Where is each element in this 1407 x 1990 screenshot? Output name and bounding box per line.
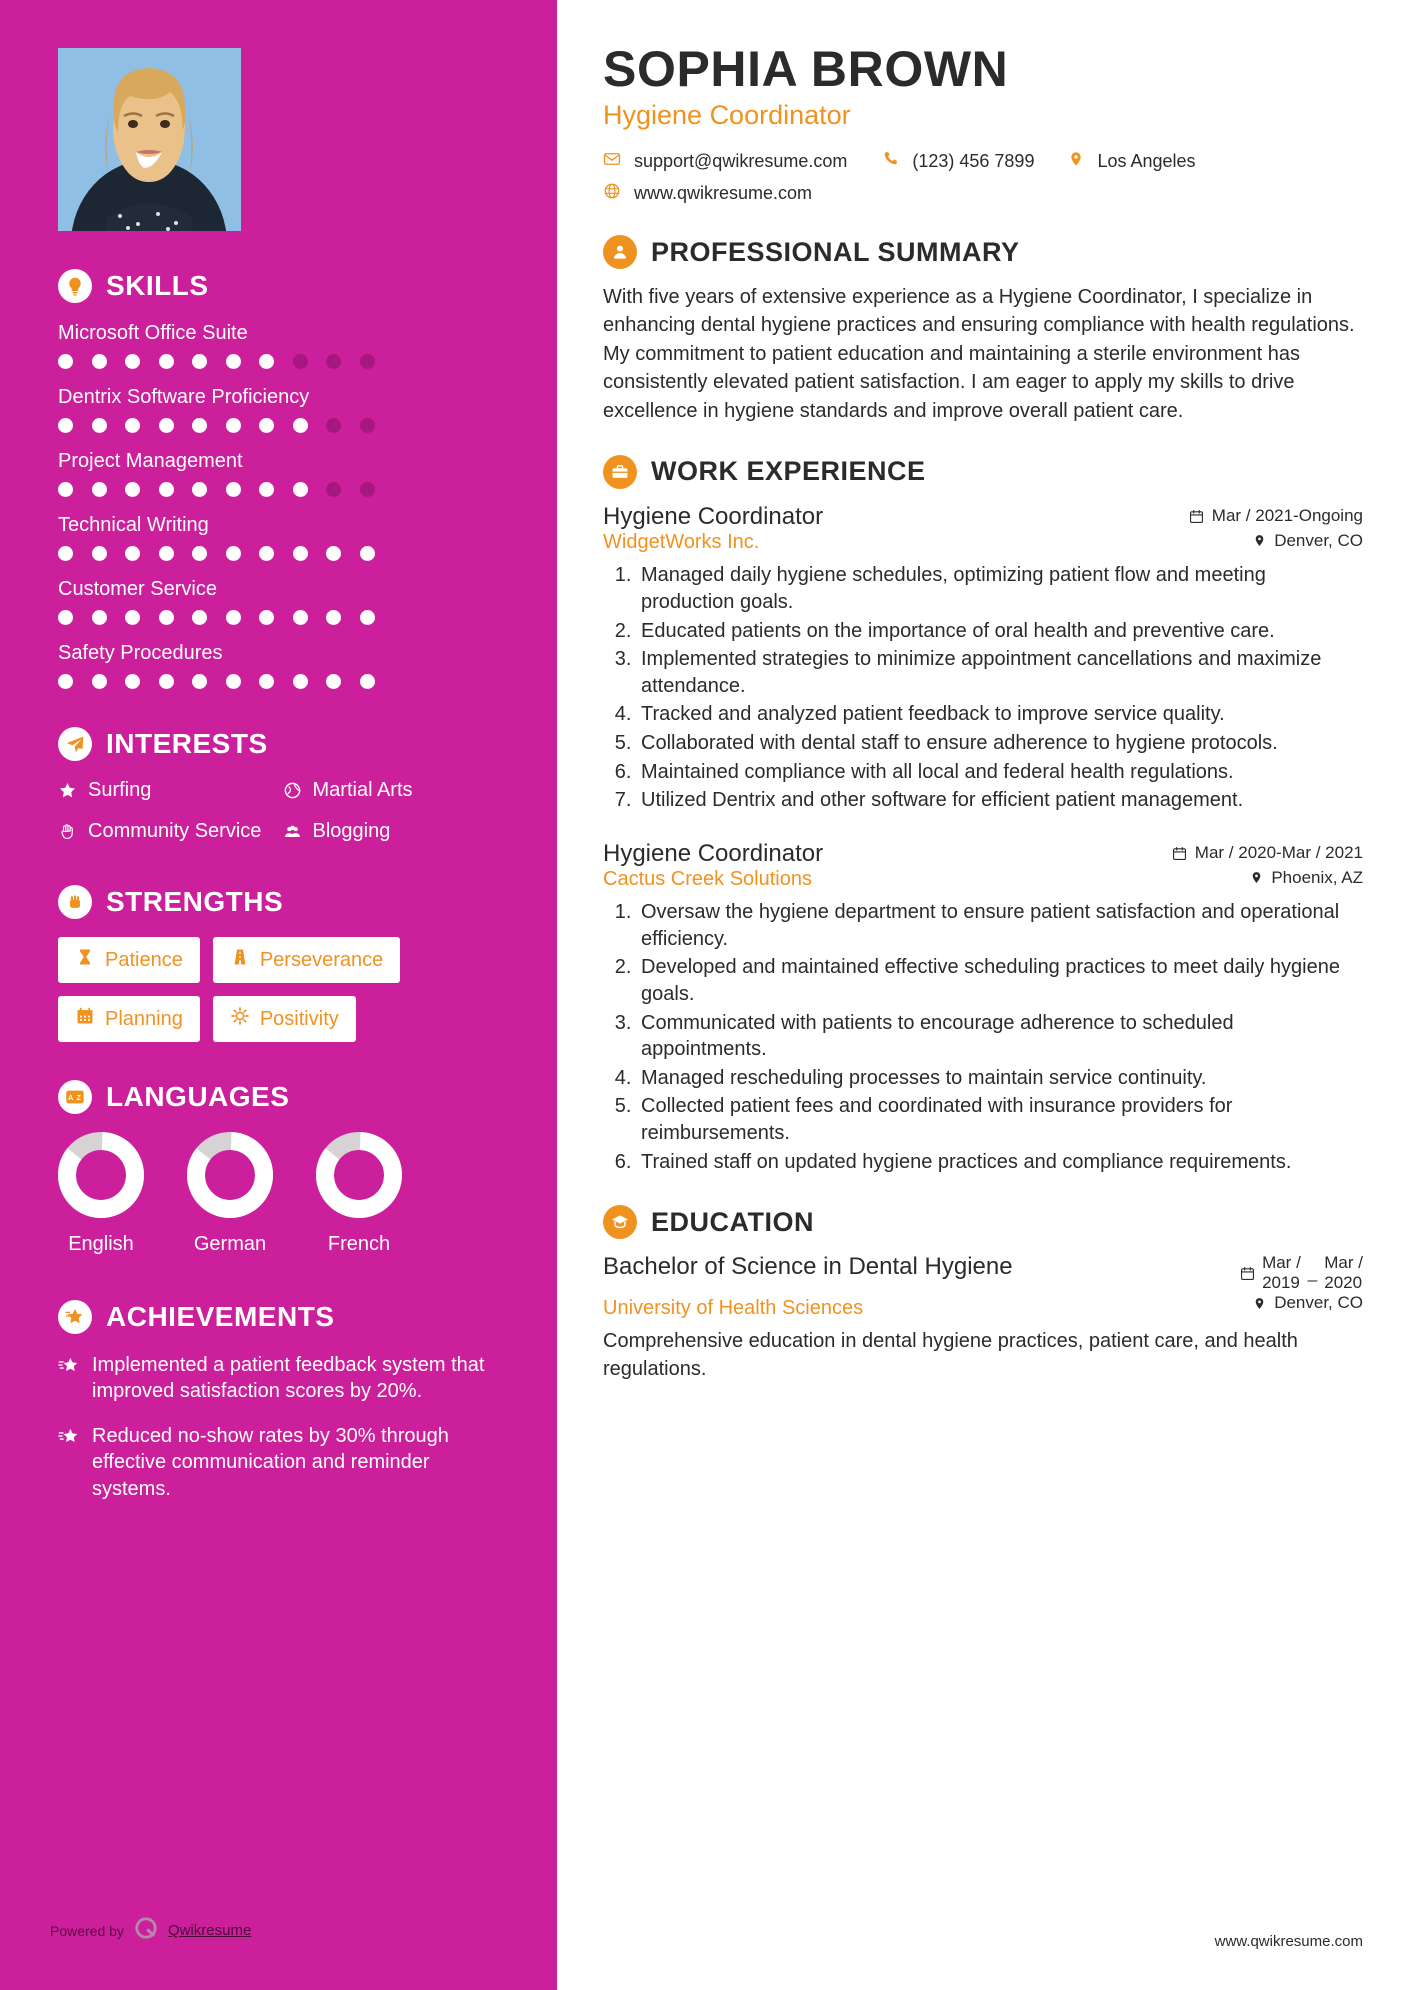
- contact-row-2: [603, 182, 1363, 205]
- job-location: [1250, 868, 1363, 888]
- skill-dot-filled: [192, 610, 207, 625]
- skill-dot-filled: [293, 674, 308, 689]
- skill-dot-filled: [259, 546, 274, 561]
- interest-label: Surfing: [88, 779, 152, 801]
- location-icon: [1253, 1296, 1266, 1311]
- skill-dot-filled: [259, 354, 274, 369]
- skill-dot-filled: [125, 546, 140, 561]
- skill-dot-filled: [293, 546, 308, 561]
- contact-location: [1068, 150, 1195, 173]
- fist-icon: [58, 885, 92, 919]
- interests-section: [58, 727, 499, 847]
- skill-dot-filled: [360, 610, 375, 625]
- languages-section: [58, 1080, 499, 1256]
- skill-name: Dentrix Software Proficiency: [58, 386, 310, 408]
- education-description: Comprehensive education in dental hygiene practices, patient care, and health regulations.: [603, 1330, 1298, 1380]
- skills-title: SKILLS: [106, 270, 209, 301]
- skill-dot-filled: [58, 674, 73, 689]
- skill-dot-filled: [92, 546, 107, 561]
- skill-dot-empty: [326, 418, 341, 433]
- skill-dot-filled: [293, 418, 308, 433]
- interest-item: [58, 779, 275, 806]
- skill-row: [58, 641, 499, 689]
- graduation-icon: [603, 1205, 637, 1239]
- languages-header: [58, 1080, 499, 1114]
- strengths-title: STRENGTHS: [106, 886, 284, 917]
- road-icon: [230, 947, 250, 973]
- job-bullet: 7. Utilized Dentrix and other software for efficient patient management.: [637, 787, 1363, 814]
- skill-name: Microsoft Office Suite: [58, 322, 248, 344]
- skills-list: [58, 321, 499, 689]
- contact-row-1: [603, 150, 1363, 173]
- education-dates: [1240, 1253, 1363, 1293]
- skill-dot-filled: [293, 610, 308, 625]
- contact-phone-text: (123) 456 7899: [912, 151, 1035, 171]
- education-date-start: Mar / 2019: [1262, 1253, 1301, 1293]
- summary-text: With five years of extensive experience as a Hygiene Coordinator, I specialize in enhancing dental hygiene practices and ensuring compliance with health regulations. My commitment to patient education and maintaining a sterile environment has consistently elevated patient satisfaction. I am eager to apply my skills to drive excellence in hygiene standards and improve overall patient care.: [603, 286, 1355, 422]
- skill-level-dots: [58, 610, 499, 625]
- achievement-text: Implemented a patient feedback system that improved satisfaction scores by 20%.: [92, 1354, 485, 1403]
- skill-level-dots: [58, 482, 499, 497]
- skill-dot-filled: [159, 354, 174, 369]
- education-entry: [603, 1253, 1363, 1383]
- shooting-star-icon: [58, 1423, 80, 1453]
- strength-chip: [213, 996, 356, 1042]
- languages-list: [58, 1132, 499, 1256]
- skill-dot-filled: [192, 482, 207, 497]
- strength-label: Planning: [105, 1007, 183, 1030]
- skill-dot-empty: [293, 354, 308, 369]
- calendar-icon: [1189, 509, 1204, 524]
- job-company-row: [603, 868, 1363, 892]
- skill-level-dots: [58, 674, 499, 689]
- strengths-header: [58, 885, 499, 919]
- job-bullet: 3. Implemented strategies to minimize appointment cancellations and maximize attendance.: [637, 646, 1363, 699]
- job-bullet: 6. Trained staff on updated hygiene practices and compliance requirements.: [637, 1149, 1363, 1176]
- skill-dot-filled: [58, 546, 73, 561]
- interest-item: [283, 779, 500, 806]
- achievements-title: ACHIEVEMENTS: [106, 1301, 335, 1332]
- job-location: [1253, 531, 1363, 551]
- languages-title: LANGUAGES: [106, 1081, 290, 1112]
- globe-icon: [283, 779, 302, 806]
- skill-dot-filled: [226, 610, 241, 625]
- hourglass-icon: [75, 947, 95, 973]
- language-item: [316, 1132, 402, 1256]
- skill-dot-filled: [58, 418, 73, 433]
- education-location: [1253, 1293, 1363, 1313]
- education-title-row: [603, 1253, 1363, 1293]
- skill-dot-filled: [92, 674, 107, 689]
- strengths-list: [58, 937, 499, 1042]
- job-bullet: 5. Collaborated with dental staff to ensure adherence to hygiene protocols.: [637, 730, 1363, 757]
- skill-row: [58, 449, 499, 497]
- job-dates-text: Mar / 2020-Mar / 2021: [1194, 843, 1363, 863]
- avatar: [58, 48, 241, 231]
- skills-header: [58, 269, 499, 303]
- globe-icon: [603, 182, 621, 205]
- education-school: University of Health Sciences: [603, 1297, 864, 1320]
- skill-level-dots: [58, 546, 499, 561]
- skill-dot-filled: [159, 418, 174, 433]
- education-location-text: Denver, CO: [1274, 1293, 1363, 1313]
- strength-label: Positivity: [259, 1007, 339, 1030]
- page-title: SOPHIA BROWN: [603, 41, 1009, 97]
- qwikresume-link[interactable]: Qwikresume: [167, 1922, 252, 1939]
- job-bullet: 2. Educated patients on the importance of oral health and preventive care.: [637, 618, 1363, 645]
- interest-label: Blogging: [312, 820, 391, 842]
- language-donut-chart: [316, 1132, 402, 1218]
- experience-header: [603, 455, 1363, 489]
- interest-label: Martial Arts: [312, 779, 413, 801]
- calendar-icon: [1240, 1266, 1255, 1281]
- skill-dot-filled: [226, 354, 241, 369]
- job-entry: [603, 503, 1363, 814]
- summary-header: [603, 235, 1363, 269]
- skill-dot-filled: [360, 674, 375, 689]
- skill-dot-filled: [125, 610, 140, 625]
- star-icon: [58, 779, 77, 806]
- skill-level-dots: [58, 354, 499, 369]
- skill-dot-filled: [226, 482, 241, 497]
- summary-section: [603, 235, 1363, 425]
- skill-dot-filled: [159, 482, 174, 497]
- sidebar: [0, 0, 557, 1990]
- skill-dot-filled: [125, 482, 140, 497]
- job-role-subtitle: Hygiene Coordinator: [603, 100, 851, 130]
- skill-dot-filled: [259, 610, 274, 625]
- skill-dot-filled: [326, 674, 341, 689]
- skill-dot-filled: [326, 546, 341, 561]
- skill-dot-filled: [259, 418, 274, 433]
- contact-website[interactable]: [603, 182, 812, 205]
- job-bullet: 1. Managed daily hygiene schedules, optimizing patient flow and meeting production goals.: [637, 562, 1363, 615]
- skill-dot-filled: [192, 354, 207, 369]
- skill-level-dots: [58, 418, 499, 433]
- achievement-item: [58, 1423, 499, 1502]
- contact-info: [603, 150, 1363, 205]
- skills-section: [58, 269, 499, 689]
- job-dates: [1189, 506, 1363, 526]
- skill-dot-filled: [159, 610, 174, 625]
- job-bullet: 6. Maintained compliance with all local and federal health regulations.: [637, 759, 1363, 786]
- powered-by[interactable]: [50, 1915, 251, 1946]
- qwikresume-logo-icon: [133, 1915, 159, 1946]
- location-icon: [1250, 870, 1263, 885]
- job-title: Hygiene Coordinator: [603, 839, 824, 867]
- language-label: German: [193, 1233, 267, 1255]
- strength-label: Perseverance: [259, 948, 384, 971]
- job-title: Hygiene Coordinator: [603, 502, 824, 530]
- experience-title: WORK EXPERIENCE: [651, 456, 926, 487]
- interest-label: Community Service: [88, 820, 262, 842]
- user-icon: [603, 235, 637, 269]
- job-bullet: 4. Managed rescheduling processes to maintain service continuity.: [637, 1065, 1363, 1092]
- skill-dot-filled: [259, 674, 274, 689]
- job-bullets: [603, 899, 1363, 1175]
- language-item: [187, 1132, 273, 1256]
- job-location-text: Phoenix, AZ: [1271, 867, 1363, 887]
- jobs-list: [603, 503, 1363, 1175]
- summary-title: PROFESSIONAL SUMMARY: [651, 236, 1020, 267]
- svg-text:Z: Z: [76, 1093, 81, 1103]
- job-dates: [1172, 843, 1363, 863]
- strength-chip: [58, 937, 200, 983]
- achievements-list: [58, 1352, 499, 1502]
- job-bullet: 4. Tracked and analyzed patient feedback to improve service quality.: [637, 701, 1363, 728]
- skill-name: Technical Writing: [58, 514, 209, 536]
- job-dates-text: Mar / 2021-Ongoing: [1211, 506, 1363, 526]
- strengths-section: [58, 885, 499, 1042]
- strength-chip: [58, 996, 200, 1042]
- skill-dot-empty: [360, 482, 375, 497]
- skill-dot-filled: [58, 610, 73, 625]
- contact-location-text: Los Angeles: [1097, 151, 1196, 171]
- lightbulb-icon: [58, 269, 92, 303]
- job-bullets: [603, 562, 1363, 813]
- job-company: WidgetWorks Inc.: [603, 531, 760, 554]
- skill-row: [58, 577, 499, 625]
- education-degree: Bachelor of Science in Dental Hygiene: [603, 1253, 1013, 1281]
- calendar-icon: [1172, 846, 1187, 861]
- interests-list: [58, 779, 499, 847]
- education-list: [603, 1253, 1363, 1383]
- skill-dot-filled: [58, 354, 73, 369]
- job-title-row: [603, 840, 1363, 868]
- location-icon: [1253, 533, 1266, 548]
- job-company-row: [603, 531, 1363, 555]
- hand-icon: [58, 820, 77, 847]
- contact-phone[interactable]: [881, 150, 1034, 173]
- profile-photo-illustration: [58, 48, 241, 231]
- skill-name: Safety Procedures: [58, 642, 223, 664]
- translate-icon: [58, 1080, 92, 1114]
- interests-header: [58, 727, 499, 761]
- skill-dot-filled: [192, 418, 207, 433]
- skill-dot-empty: [360, 418, 375, 433]
- skill-dot-filled: [192, 546, 207, 561]
- language-donut-chart: [187, 1132, 273, 1218]
- education-date-end: Mar / 2020: [1324, 1253, 1363, 1293]
- skill-name: Project Management: [58, 450, 243, 472]
- language-label: French: [327, 1233, 391, 1255]
- svg-text:A: A: [67, 1093, 74, 1103]
- briefcase-icon: [603, 455, 637, 489]
- skill-dot-filled: [226, 546, 241, 561]
- skill-dot-filled: [125, 418, 140, 433]
- paper-plane-icon: [58, 727, 92, 761]
- skill-dot-filled: [326, 610, 341, 625]
- education-section: [603, 1205, 1363, 1383]
- skill-row: [58, 385, 499, 433]
- skill-dot-filled: [360, 546, 375, 561]
- skill-dot-filled: [92, 482, 107, 497]
- skill-dot-filled: [125, 354, 140, 369]
- achievement-item: [58, 1352, 499, 1405]
- education-header: [603, 1205, 1363, 1239]
- job-location-text: Denver, CO: [1274, 530, 1363, 550]
- strength-label: Patience: [105, 948, 183, 971]
- language-label: English: [68, 1233, 134, 1255]
- achievements-section: [58, 1300, 499, 1502]
- skill-dot-filled: [159, 674, 174, 689]
- language-donut-chart: [58, 1132, 144, 1218]
- job-bullet: 5. Collected patient fees and coordinated with insurance providers for reimbursements.: [637, 1093, 1363, 1146]
- job-bullet: 3. Communicated with patients to encourage adherence to scheduled appointments.: [637, 1010, 1363, 1063]
- skill-dot-empty: [326, 354, 341, 369]
- experience-section: [603, 455, 1363, 1175]
- job-title-row: [603, 503, 1363, 531]
- achievements-header: [58, 1300, 499, 1334]
- skill-dot-filled: [192, 674, 207, 689]
- skill-dot-empty: [360, 354, 375, 369]
- calendar-icon: [75, 1006, 95, 1032]
- interests-title: INTERESTS: [106, 728, 268, 759]
- location-icon: [1068, 150, 1084, 173]
- email-icon: [603, 150, 621, 173]
- skill-dot-filled: [92, 418, 107, 433]
- phone-icon: [881, 150, 899, 173]
- skill-dot-filled: [159, 546, 174, 561]
- skill-dot-filled: [259, 482, 274, 497]
- main-content: [557, 0, 1407, 1990]
- skill-dot-filled: [58, 482, 73, 497]
- job-company: Cactus Creek Solutions: [603, 868, 812, 891]
- job-bullet: 1. Oversaw the hygiene department to ensure patient satisfaction and operational efficiency.: [637, 899, 1363, 952]
- shooting-star-icon: [58, 1352, 80, 1382]
- contact-email-text: support@qwikresume.com: [634, 151, 848, 171]
- star-badge-icon: [58, 1300, 92, 1334]
- skill-dot-filled: [92, 354, 107, 369]
- sun-icon: [230, 1006, 250, 1032]
- strength-chip: [213, 937, 400, 983]
- skill-dot-empty: [326, 482, 341, 497]
- skill-dot-filled: [226, 418, 241, 433]
- job-bullet: 2. Developed and maintained effective scheduling practices to meet daily hygiene goals.: [637, 954, 1363, 1007]
- contact-email[interactable]: [603, 150, 847, 173]
- education-title: EDUCATION: [651, 1206, 814, 1237]
- footer-url: www.qwikresume.com: [1214, 1933, 1363, 1950]
- skill-dot-filled: [125, 674, 140, 689]
- achievement-text: Reduced no-show rates by 30% through effective communication and reminder systems.: [92, 1424, 449, 1500]
- interest-item: [58, 820, 275, 847]
- skill-name: Customer Service: [58, 578, 217, 600]
- education-date-separator: _: [1307, 1263, 1318, 1283]
- skill-row: [58, 321, 499, 369]
- language-item: [58, 1132, 144, 1256]
- powered-by-label: Powered by: [50, 1922, 124, 1939]
- skill-dot-filled: [293, 482, 308, 497]
- skill-dot-filled: [226, 674, 241, 689]
- job-entry: [603, 840, 1363, 1175]
- skill-row: [58, 513, 499, 561]
- contact-website-text: www.qwikresume.com: [634, 183, 813, 203]
- people-icon: [283, 820, 302, 847]
- interest-item: [283, 820, 500, 847]
- skill-dot-filled: [92, 610, 107, 625]
- education-school-row: [603, 1293, 1363, 1320]
